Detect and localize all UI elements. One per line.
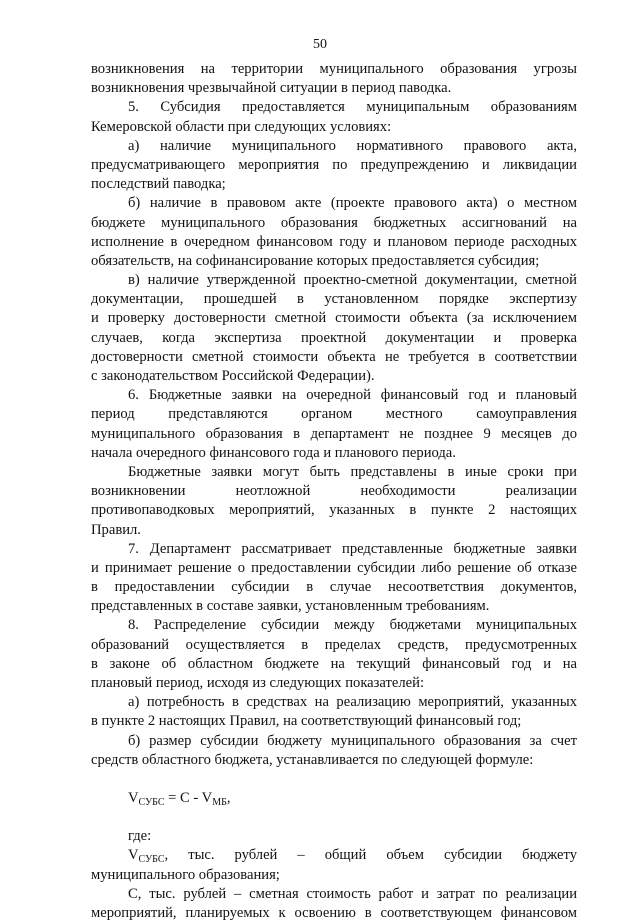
- text-line: случаев, когда экспертиза проектной документации и проверка: [91, 329, 577, 346]
- text-line: б) наличие в правовом акте (проекте правового акта) о местном: [128, 195, 577, 212]
- text-line: бюджете муниципального образования бюджетных ассигнований на: [91, 214, 577, 231]
- subsidy-formula: [91, 789, 577, 808]
- text-line: в пункте 2 настоящих Правил, на соответствующий финансовый год;: [91, 713, 522, 730]
- text-line: 5. Субсидия предоставляется муниципальным образованиям: [128, 99, 577, 116]
- where-gap: [91, 808, 577, 827]
- text-line: б) размер субсидии бюджету муниципального образования за счет: [128, 732, 577, 749]
- formula-v: V: [128, 789, 139, 806]
- text-line: средств областного бюджета, устанавливается по следующей формуле:: [91, 751, 534, 768]
- text-line: 7. Департамент рассматривает представленные бюджетные заявки: [128, 540, 577, 557]
- text-line: в предоставлении субсидии в случае несоответствия документов,: [91, 579, 577, 596]
- text-line: а) потребность в средствах на реализацию мероприятий, указанных: [128, 694, 577, 711]
- text-line: 8. Распределение субсидии между бюджетами муниципальных: [128, 617, 577, 634]
- text-line: образований осуществляется в пределах средств, предусмотренных: [91, 636, 577, 653]
- where-label: где:: [128, 828, 152, 845]
- text-line: Правил.: [91, 521, 141, 538]
- text-line: достоверности сметной стоимости объекта не требуется в соответствии: [91, 348, 577, 365]
- definition-vsubs: $V_{СУБС}$, тыс. рублей – общий объем субсидии бюджету: [128, 847, 577, 866]
- text-line: а) наличие муниципального нормативного правового акта,: [128, 137, 577, 154]
- text-line: 6. Бюджетные заявки на очередной финансовый год и плановый: [128, 387, 577, 404]
- text-line: в) наличие утвержденной проектно-сметной документации, сметной: [128, 272, 577, 289]
- text-line: противопаводковых мероприятий, указанных в пункте 2 настоящих: [91, 502, 577, 519]
- text-line: возникновения чрезвычайной ситуации в период паводка.: [91, 80, 452, 97]
- text-line: Кемеровской области при следующих условиях:: [91, 118, 392, 135]
- body-text: [91, 60, 577, 923]
- text-line: возникновении неотложной необходимости реализации: [91, 483, 577, 500]
- text-line: исполнение в очередном финансовом году и плановом периоде расходных: [91, 233, 577, 250]
- text-line: документации, прошедшей в установленном порядке экспертизу: [91, 291, 577, 308]
- text-line: с законодательством Российской Федерации).: [91, 368, 375, 384]
- text-line: С, тыс. рублей – сметная стоимость работ и затрат по реализации: [128, 885, 577, 902]
- formula-sub-subs: СУБС: [138, 796, 165, 808]
- formula-middle: = C - V: [164, 789, 213, 806]
- text-line: начала очередного финансового года и планового периода.: [91, 444, 456, 461]
- text-line: возникновения на территории муниципального образования угрозы: [91, 61, 577, 77]
- formula-gap: [91, 770, 577, 789]
- text-line: в законе об областном бюджете на текущий финансовый год и на: [91, 655, 577, 672]
- definition-vsubs-cont: муниципального образования;: [91, 866, 280, 883]
- text-line: период представляются органом местного самоуправления: [91, 406, 577, 423]
- page-number: 50: [313, 37, 327, 52]
- text-line: муниципального образования в департамент не позднее 9 месяцев до: [91, 425, 577, 442]
- text-line: мероприятий, планируемых к освоению в соответствующем финансовом: [91, 904, 577, 921]
- text-line: последствий паводка;: [91, 176, 226, 193]
- text-line: и проверку достоверности сметной стоимости объекта (за исключением: [91, 310, 577, 327]
- text-line: предусматривающего мероприятия по предупреждению и ликвидации: [91, 156, 577, 173]
- text-line: обязательств, на софинансирование которых предоставляется субсидия;: [91, 252, 540, 269]
- text-line: и принимает решение о предоставлении субсидии либо решение об отказе: [91, 559, 577, 576]
- text-line: представленных в составе заявки, установленным требованиям.: [91, 598, 490, 615]
- main-paragraphs: [91, 60, 577, 770]
- text-line: плановый период, исходя из следующих показателей:: [91, 675, 425, 691]
- definition-c: [91, 885, 577, 923]
- formula-sub-mb: МБ: [212, 796, 227, 808]
- text-line: Бюджетные заявки могут быть представлены в иные сроки при: [128, 463, 577, 480]
- formula-tail: ,: [226, 789, 231, 806]
